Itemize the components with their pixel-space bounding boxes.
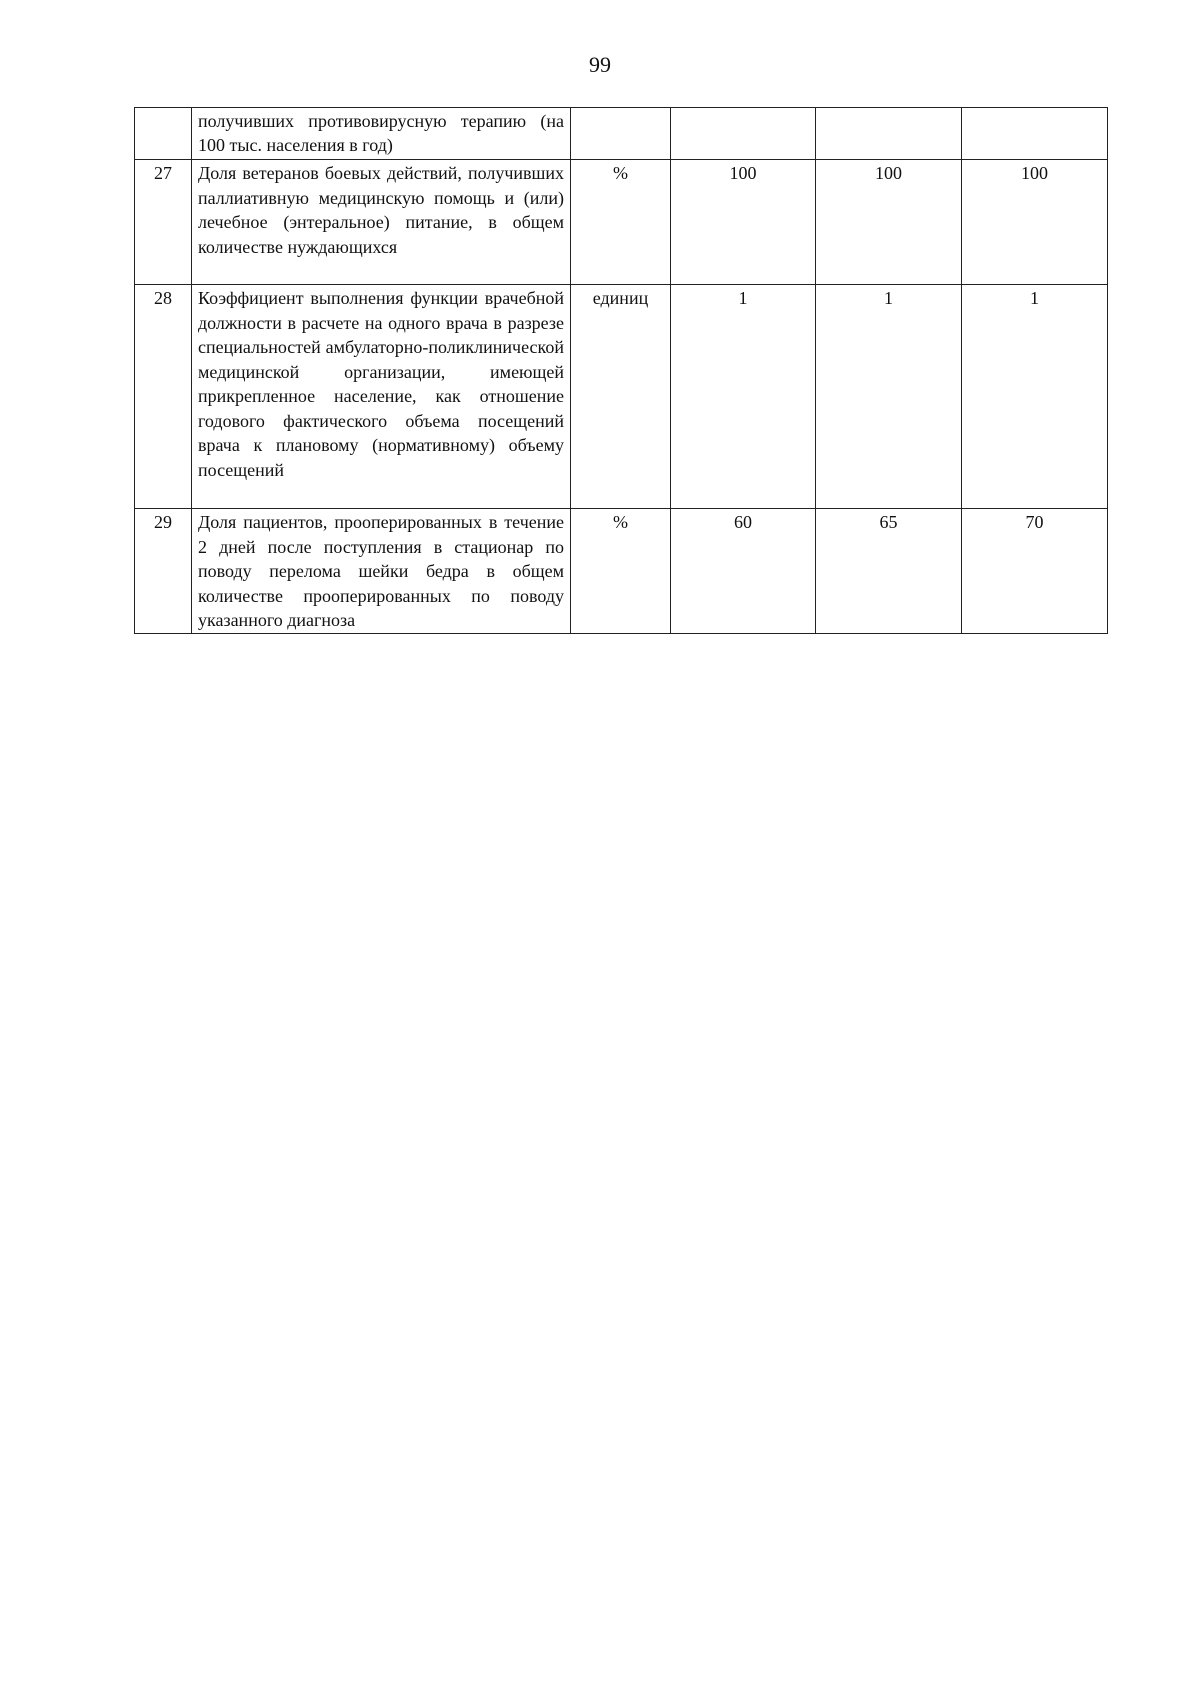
indicator-name: Коэффициент выполнения функции врачебной должности в расчете на одного врача в разрезе специальностей амбулаторно-поликлинической медицинской организации, имеющей прикрепленное население, как отношение годового фактического объема посещений врача к плановому (нормативному) объему посещений xyxy=(192,285,571,509)
unit-cell: единиц xyxy=(571,285,671,509)
value-cell: 1 xyxy=(816,285,962,509)
row-number: 29 xyxy=(135,509,192,634)
row-number: 27 xyxy=(135,160,192,285)
indicators-table xyxy=(134,107,1108,634)
value-cell: 1 xyxy=(671,285,816,509)
value-cell: 100 xyxy=(816,160,962,285)
value-cell: 100 xyxy=(962,160,1108,285)
value-cell: 60 xyxy=(671,509,816,634)
value-cell: 70 xyxy=(962,509,1108,634)
indicator-name: Доля ветеранов боевых действий, получивших паллиативную медицинскую помощь и (или) лечебное (энтеральное) питание, в общем количестве нуждающихся xyxy=(192,160,571,285)
row-number: 28 xyxy=(135,285,192,509)
value-cell: 1 xyxy=(962,285,1108,509)
table-row xyxy=(135,285,1108,509)
unit-cell: % xyxy=(571,509,671,634)
page-number: 99 xyxy=(589,52,611,77)
value-cell xyxy=(816,108,962,160)
unit-cell xyxy=(571,108,671,160)
unit-cell: % xyxy=(571,160,671,285)
table-row xyxy=(135,108,1108,160)
row-number xyxy=(135,108,192,160)
table-row xyxy=(135,160,1108,285)
table-row xyxy=(135,509,1108,634)
value-cell xyxy=(671,108,816,160)
indicator-name: получивших противовирусную терапию (на 100 тыс. населения в год) xyxy=(192,108,571,160)
value-cell xyxy=(962,108,1108,160)
indicator-name: Доля пациентов, прооперированных в течение 2 дней после поступления в стационар по поводу перелома шейки бедра в общем количестве прооперированных по поводу указанного диагноза xyxy=(192,509,571,634)
value-cell: 100 xyxy=(671,160,816,285)
value-cell: 65 xyxy=(816,509,962,634)
